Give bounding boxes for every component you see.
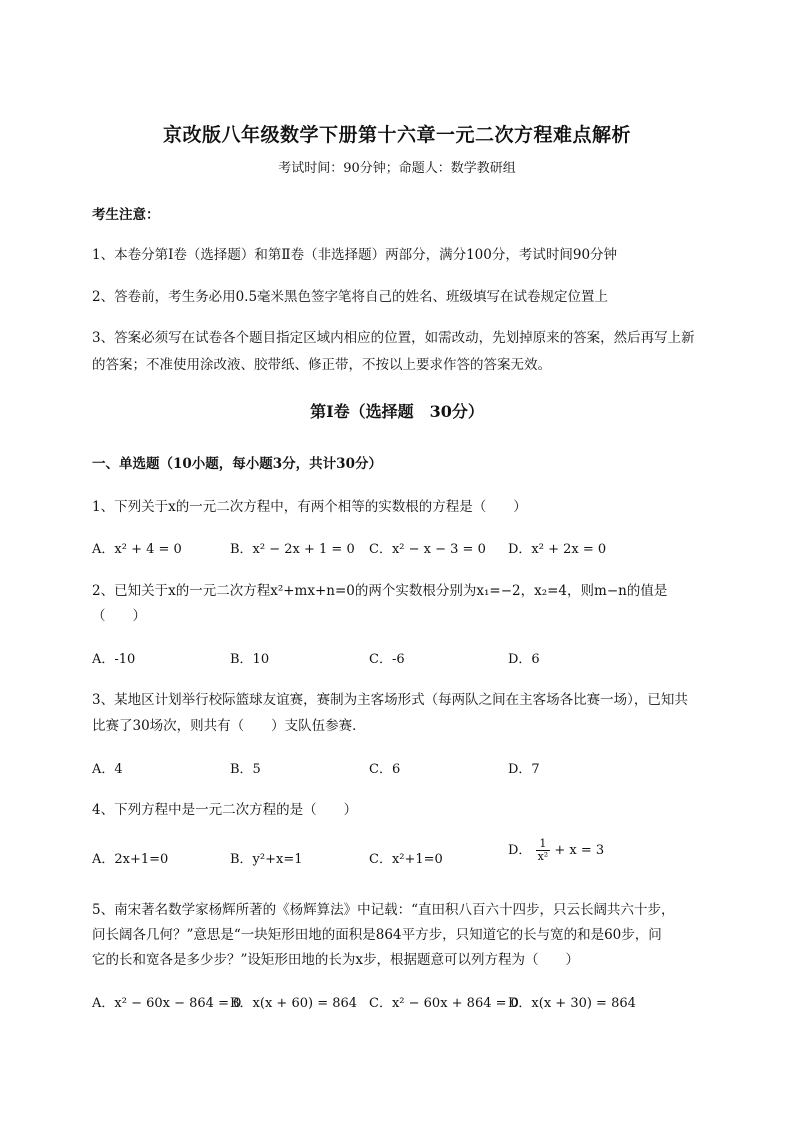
page-title: 京改版八年级数学下册第十六章一元二次方程难点解析 (162, 124, 631, 146)
note-item: 的答案；不准使用涂改液、胶带纸、修正带，不按以上要求作答的答案无效。 (92, 357, 551, 373)
option-b: B．10 (230, 652, 270, 667)
part-heading: 一、单选题（10小题，每小题3分，共计30分） (92, 456, 382, 472)
option-b: B．y²+x=1 (230, 852, 303, 867)
question-text: 3、某地区计划举行校际篮球友谊赛，赛制为主客场形式（每两队之间在主客场各比赛一场），已知共 (92, 692, 688, 708)
option-d-rest: + x = 3 (554, 843, 605, 858)
option-a: A．x² − 60x − 864 = 0 (92, 996, 242, 1011)
fraction-numerator: 1 (536, 838, 551, 851)
question-text: 2、已知关于x的一元二次方程x²+mx+n=0的两个实数根分别为x₁=−2，x₂=4，则m−n的值是 (92, 583, 668, 599)
option-c: C．6 (369, 762, 401, 777)
option-d (508, 838, 604, 863)
fraction (536, 838, 551, 863)
option-a: A．x² + 4 = 0 (92, 542, 182, 557)
option-c: C．x² − x − 3 = 0 (369, 542, 486, 557)
note-item: 3、答案必须写在试卷各个题目指定区域内相应的位置，如需改动，先划掉原来的答案，然后再写上新 (92, 330, 695, 346)
option-a: A．4 (92, 762, 123, 777)
notes-heading: 考生注意： (92, 207, 160, 223)
option-b: B．x(x + 60) = 864 (230, 996, 358, 1011)
note-item: 1、本卷分第I卷（选择题）和第Ⅱ卷（非选择题）两部分，满分100分，考试时间90分钟 (92, 247, 618, 263)
option-a: A．-10 (92, 652, 136, 667)
option-d: D．x(x + 30) = 864 (508, 996, 636, 1011)
question-text: 它的长和宽各是多少步？”设矩形田地的长为x步，根据题意可以列方程为（ ） (92, 952, 580, 968)
option-b: B．x² − 2x + 1 = 0 (230, 542, 355, 557)
question-text: 比赛了30场次，则共有（ ）支队伍参赛． (92, 718, 366, 734)
section-title: 第I卷（选择题 30分） (310, 402, 484, 421)
page-subtitle: 考试时间：90分钟；命题人：数学教研组 (278, 161, 516, 176)
option-a: A．2x+1=0 (92, 852, 169, 867)
fraction-denominator: x² (537, 850, 549, 863)
question-text: 问长阔各几何？”意思是“一块矩形田地的面积是864平方步，只知道它的长与宽的和是60步，问 (92, 927, 662, 943)
option-c: C．x² − 60x + 864 = 0 (369, 996, 519, 1011)
option-d-label: D． (508, 843, 532, 858)
option-b: B．5 (230, 762, 261, 777)
question-text: 5、南宋著名数学家杨辉所著的《杨辉算法》中记载：“直田积八百六十四步，只云长阔共六十步， (92, 902, 675, 918)
question-text: 4、下列方程中是一元二次方程的是（ ） (92, 802, 358, 818)
option-d: D．6 (508, 652, 540, 667)
note-item: 2、答卷前，考生务必用0.5毫米黑色签字笔将自己的姓名、班级填写在试卷规定位置上 (92, 289, 609, 305)
option-c: C．-6 (369, 652, 405, 667)
question-text: （ ） (92, 608, 146, 624)
option-d: D．7 (508, 762, 540, 777)
option-c: C．x²+1=0 (369, 852, 443, 867)
question-text: 1、下列关于x的一元二次方程中，有两个相等的实数根的方程是（ ） (92, 499, 527, 515)
option-d: D．x² + 2x = 0 (508, 542, 607, 557)
